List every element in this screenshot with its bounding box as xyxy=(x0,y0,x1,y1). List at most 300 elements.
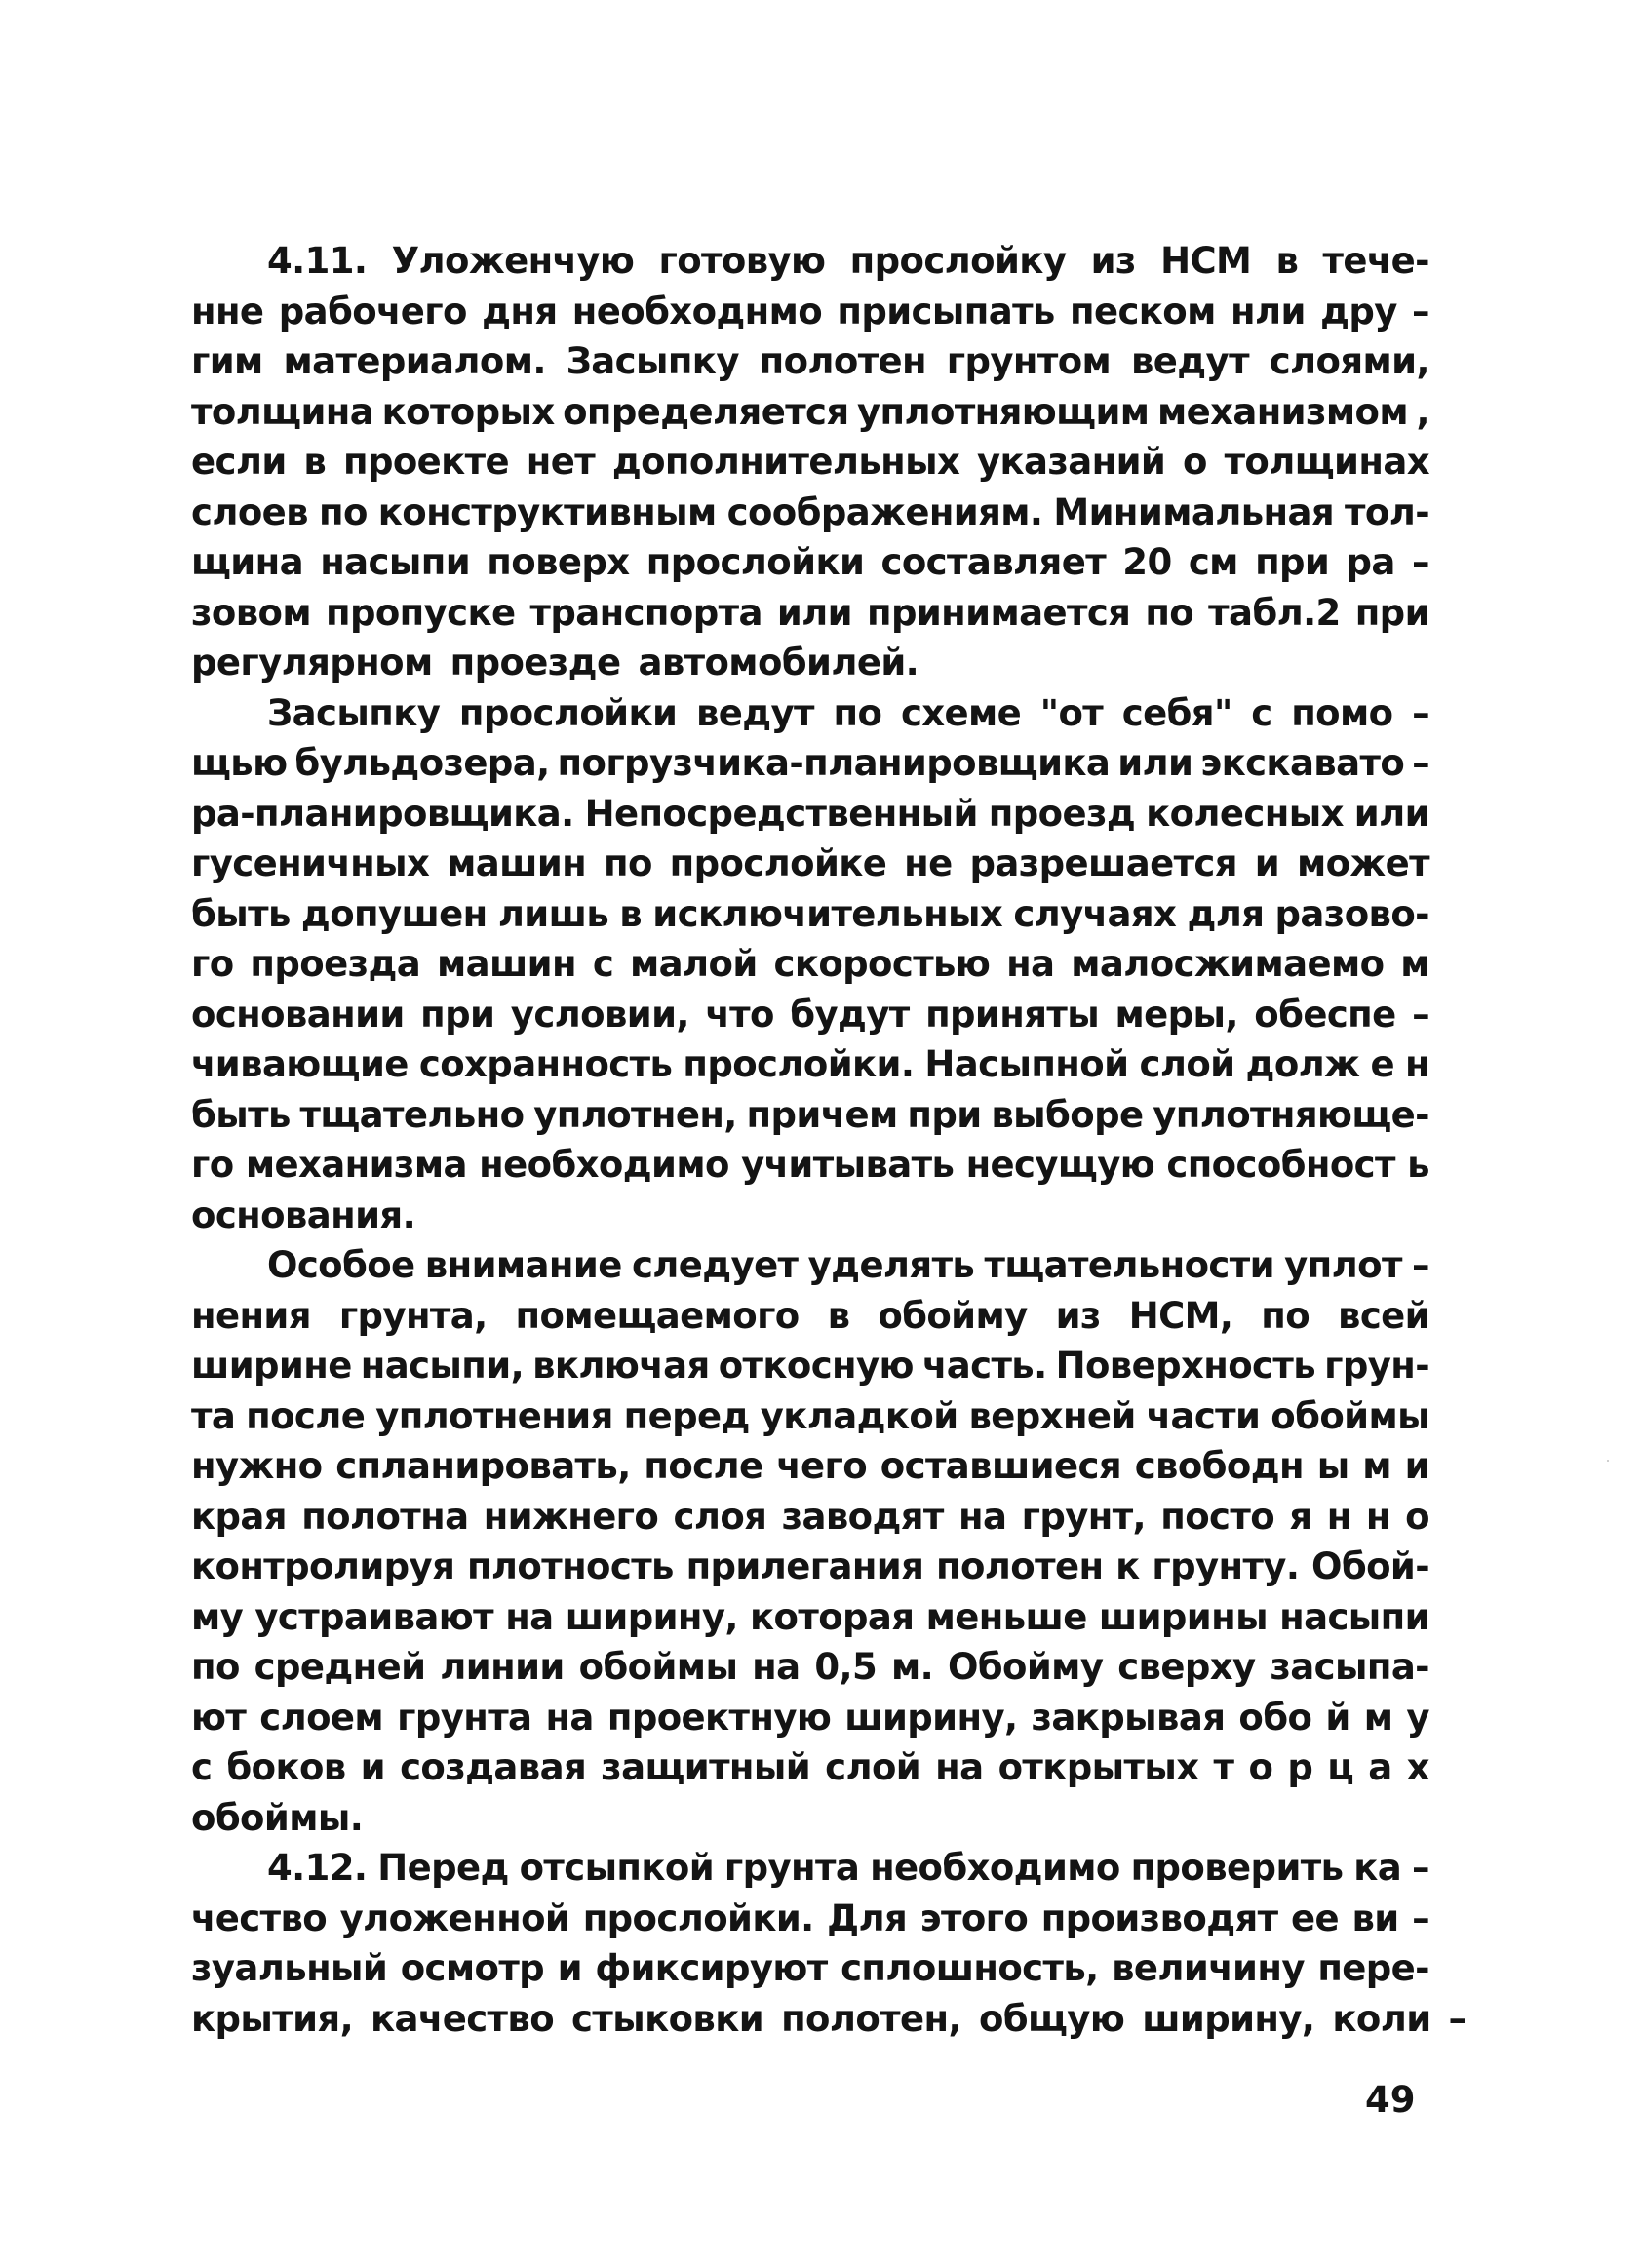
word: на xyxy=(935,1746,984,1788)
text-line xyxy=(191,236,1429,287)
text-line xyxy=(191,1742,1429,1793)
word: необходимо xyxy=(870,1847,1120,1889)
text-line xyxy=(191,1291,1429,1342)
word: засыпа- xyxy=(1270,1646,1429,1688)
word: обеспе xyxy=(1254,993,1396,1036)
word: Засыпку xyxy=(566,340,739,382)
word: Засыпку xyxy=(267,691,441,734)
word: машин xyxy=(447,842,587,884)
text-line xyxy=(191,1943,1429,1994)
word: коли xyxy=(1332,1997,1431,2040)
word: механизма xyxy=(245,1144,467,1186)
word: прослойку xyxy=(849,240,1067,282)
word: машин xyxy=(436,943,576,985)
word: долж xyxy=(1245,1043,1360,1085)
word: ют xyxy=(191,1696,247,1739)
word: схеме xyxy=(900,691,1022,734)
word: – xyxy=(1448,1997,1466,2040)
word: часть. xyxy=(921,1345,1047,1387)
word: табл.2 xyxy=(1208,591,1341,634)
word: дру xyxy=(1320,290,1397,332)
word: в xyxy=(827,1294,850,1337)
word: гим xyxy=(191,340,263,382)
word: ра-планировщика. xyxy=(191,792,574,835)
text-line xyxy=(191,990,1429,1040)
word: слоя xyxy=(673,1495,767,1538)
word: транспорта xyxy=(529,591,762,634)
text-line xyxy=(191,1994,1466,2045)
word: устраивают xyxy=(254,1595,494,1638)
word: прослойки. xyxy=(582,1897,814,1939)
text-line xyxy=(191,1592,1429,1643)
word: грунта xyxy=(723,1847,860,1889)
word: прилегания xyxy=(685,1545,924,1587)
word: 4.12. xyxy=(267,1847,368,1889)
paragraph xyxy=(191,1843,1466,2044)
word: НСМ xyxy=(1160,240,1252,282)
word: откосную xyxy=(718,1345,914,1387)
word: ы xyxy=(1316,1445,1349,1487)
word: осмотр xyxy=(400,1947,545,1989)
word: ширину, xyxy=(565,1595,738,1638)
word: закрывая xyxy=(1031,1696,1226,1739)
text-line xyxy=(191,488,1429,538)
text-line xyxy=(191,1039,1429,1090)
word: меньше xyxy=(925,1595,1087,1638)
word: по xyxy=(318,490,368,533)
word: полотен xyxy=(936,1545,1104,1587)
text-line xyxy=(191,1693,1429,1743)
word: – xyxy=(1412,290,1429,332)
word: ь xyxy=(1407,1144,1429,1186)
word: учитывать xyxy=(741,1144,955,1186)
word: в xyxy=(619,892,643,935)
word: не xyxy=(904,842,953,884)
word: х xyxy=(1406,1746,1429,1788)
word: разово- xyxy=(1274,892,1429,935)
word: о xyxy=(1405,1495,1429,1538)
word: уплотняющим xyxy=(857,390,1150,433)
word: помещаемого xyxy=(515,1294,800,1337)
word: н xyxy=(1326,1495,1351,1538)
word: нне xyxy=(191,290,264,332)
word: внимание xyxy=(424,1244,622,1286)
word: проекте xyxy=(342,441,509,483)
text-line xyxy=(191,1793,1429,1844)
word: при xyxy=(420,993,495,1036)
word: обойму xyxy=(878,1294,1028,1337)
word: Уложенчую xyxy=(391,240,635,282)
word: на xyxy=(958,1495,1007,1538)
word: Особое xyxy=(267,1244,415,1286)
word: скоростью xyxy=(773,943,991,985)
word: крытия, xyxy=(191,1997,354,2040)
word: дня xyxy=(482,290,558,332)
text-line xyxy=(191,387,1429,438)
word: н xyxy=(1405,1043,1429,1085)
word: м xyxy=(1400,943,1429,985)
word: Непосредственный xyxy=(584,792,978,835)
word: части xyxy=(1146,1394,1261,1437)
word: насыпи xyxy=(320,541,471,583)
text-line xyxy=(191,1240,1429,1291)
word: НСМ, xyxy=(1128,1294,1233,1337)
word: уплот xyxy=(1284,1244,1402,1286)
word: грунтом xyxy=(946,340,1112,382)
word: р xyxy=(1287,1746,1313,1788)
word: полотен xyxy=(759,340,927,382)
word: в xyxy=(1275,240,1299,282)
word: грунту. xyxy=(1152,1545,1300,1587)
text-line xyxy=(191,1140,1429,1191)
word: Минимальная xyxy=(1053,490,1335,533)
word: см xyxy=(1188,541,1238,583)
word: приняты xyxy=(925,993,1100,1036)
word: принимается xyxy=(867,591,1131,634)
word: щина xyxy=(191,541,303,583)
word: слоев xyxy=(191,490,308,533)
word: помо xyxy=(1291,691,1393,734)
text-line xyxy=(191,1191,1429,1241)
text-line xyxy=(191,287,1429,337)
word: на xyxy=(752,1646,801,1688)
word: грунт, xyxy=(1021,1495,1146,1538)
word: погрузчика-планировщика xyxy=(557,742,1111,784)
word: гусеничных xyxy=(191,842,430,884)
word: и xyxy=(1254,842,1280,884)
word: быть xyxy=(191,1093,291,1136)
word: полотна xyxy=(301,1495,469,1538)
word: соображениям. xyxy=(726,490,1043,533)
word: Обойму xyxy=(947,1646,1104,1688)
word: верхней xyxy=(968,1394,1136,1437)
word: защитный xyxy=(601,1746,811,1788)
word: та xyxy=(191,1394,236,1437)
word: что xyxy=(705,993,774,1036)
word: ширину, xyxy=(844,1696,1018,1739)
word: го xyxy=(191,943,234,985)
word: нужно xyxy=(191,1445,323,1487)
word: нет xyxy=(526,441,596,483)
word: перед xyxy=(623,1394,750,1437)
word: допушен xyxy=(300,892,488,935)
word: Для xyxy=(827,1897,908,1939)
word: го xyxy=(191,1144,234,1186)
word: – xyxy=(1412,541,1429,583)
word: ее xyxy=(1290,1897,1339,1939)
word: для xyxy=(1187,892,1265,935)
word: зуальный xyxy=(191,1947,388,1989)
word: на xyxy=(505,1595,554,1638)
paragraph xyxy=(191,688,1429,1241)
word: прослойки. xyxy=(683,1043,915,1085)
word: по xyxy=(1145,591,1194,634)
word: и xyxy=(557,1947,582,1989)
word: тщательности xyxy=(984,1244,1274,1286)
word: создавая xyxy=(400,1746,587,1788)
text-line xyxy=(191,1843,1429,1894)
word: величину xyxy=(1112,1947,1305,1989)
text-line xyxy=(191,839,1429,889)
word: прослойке xyxy=(669,842,887,884)
word: общую xyxy=(978,1997,1125,2040)
word: е xyxy=(1370,1043,1394,1085)
word: на xyxy=(1006,943,1055,985)
text-line xyxy=(191,1894,1429,1944)
word: насыпи, xyxy=(360,1345,525,1387)
word: дополнительных xyxy=(611,441,960,483)
word: выборе xyxy=(991,1093,1144,1136)
word: насыпи xyxy=(1279,1595,1429,1638)
word: м xyxy=(1363,1696,1393,1739)
word: бульдозера, xyxy=(294,742,550,784)
word: сплошность, xyxy=(841,1947,1099,1989)
word: фиксируют xyxy=(595,1947,828,1989)
word: основания. xyxy=(191,1193,416,1236)
word: способност xyxy=(1166,1144,1395,1186)
word: уделять xyxy=(807,1244,975,1286)
word: с xyxy=(592,943,614,985)
word: уплотнения xyxy=(375,1394,613,1437)
word: обо xyxy=(1238,1696,1312,1739)
word: Насыпной xyxy=(924,1043,1129,1085)
paragraph xyxy=(191,1240,1429,1843)
word: пере- xyxy=(1317,1947,1429,1989)
word: или xyxy=(776,591,852,634)
word: ви xyxy=(1351,1897,1399,1939)
word: условии, xyxy=(510,993,689,1036)
word: сохранность xyxy=(418,1043,673,1085)
word: будут xyxy=(790,993,910,1036)
word: всей xyxy=(1338,1294,1429,1337)
word: регулярном xyxy=(191,642,433,684)
word: проектную xyxy=(606,1696,832,1739)
text-line xyxy=(191,789,1429,840)
word: основании xyxy=(191,993,405,1036)
word: боков xyxy=(226,1746,346,1788)
word: спланировать, xyxy=(335,1445,631,1487)
word: следует xyxy=(631,1244,799,1286)
word: Перед xyxy=(377,1847,509,1889)
word: чего xyxy=(776,1445,868,1487)
word: слоями, xyxy=(1269,340,1429,382)
word: несущую xyxy=(965,1144,1155,1186)
word: или xyxy=(1353,792,1429,835)
text-line xyxy=(191,889,1429,940)
word: к xyxy=(1115,1545,1140,1587)
word: на xyxy=(545,1696,594,1739)
word: тол- xyxy=(1345,490,1429,533)
text-line xyxy=(191,1090,1429,1141)
text-line xyxy=(191,688,1429,739)
word: грун- xyxy=(1324,1345,1429,1387)
text-line xyxy=(191,939,1429,990)
word: быть xyxy=(191,892,291,935)
word: обоймы. xyxy=(191,1796,364,1839)
word: необходимо xyxy=(479,1144,729,1186)
word: н xyxy=(1365,1495,1390,1538)
word: линии xyxy=(440,1646,565,1688)
word: посто xyxy=(1160,1495,1275,1538)
word: – xyxy=(1412,1897,1429,1939)
word: грунта xyxy=(397,1696,532,1739)
word: уплотнен, xyxy=(533,1093,737,1136)
word: 20 xyxy=(1122,541,1172,583)
word: рабочего xyxy=(278,290,467,332)
word: при xyxy=(1255,541,1330,583)
word: материалом. xyxy=(283,340,546,382)
word: толщинах xyxy=(1224,441,1429,483)
word: Обой- xyxy=(1311,1545,1429,1587)
word: тщательно xyxy=(299,1093,525,1136)
word: из xyxy=(1055,1294,1101,1337)
word: щью xyxy=(191,742,288,784)
scan-speck xyxy=(1607,1460,1609,1462)
word: слой xyxy=(1139,1043,1235,1085)
word: м xyxy=(1362,1445,1391,1487)
word: после xyxy=(246,1394,366,1437)
word: – xyxy=(1412,993,1429,1036)
word: прослойки xyxy=(645,541,865,583)
word: которых xyxy=(381,390,555,433)
word: необходнмо xyxy=(571,290,823,332)
word: й xyxy=(1325,1696,1350,1739)
word: по xyxy=(833,691,882,734)
word: оставшиеся xyxy=(880,1445,1121,1487)
word: уложенной xyxy=(339,1897,570,1939)
word: нижнего xyxy=(483,1495,659,1538)
word: качество xyxy=(371,1997,555,2040)
word: ведут xyxy=(695,691,814,734)
paragraph xyxy=(191,236,1429,688)
word: свободн xyxy=(1134,1445,1304,1487)
word: может xyxy=(1296,842,1429,884)
text-line xyxy=(191,1441,1429,1492)
word: и xyxy=(1404,1445,1429,1487)
word: чество xyxy=(191,1897,328,1939)
word: м. xyxy=(890,1646,934,1688)
word: слой xyxy=(825,1746,921,1788)
word: включая xyxy=(532,1345,710,1387)
word: присыпать xyxy=(837,290,1055,332)
text-line xyxy=(191,437,1429,488)
word: проезда xyxy=(250,943,421,985)
word: т xyxy=(1213,1746,1234,1788)
text-line xyxy=(191,738,1429,789)
word: контролируя xyxy=(191,1545,455,1587)
word: 0,5 xyxy=(814,1646,878,1688)
word: плотность xyxy=(466,1545,674,1587)
word: в xyxy=(303,441,327,483)
word: этого xyxy=(919,1897,1029,1939)
word: если xyxy=(191,441,287,483)
word: причем xyxy=(746,1093,898,1136)
word: средней xyxy=(254,1646,426,1688)
word: по xyxy=(191,1646,240,1688)
word: проезд xyxy=(988,792,1136,835)
word: открытых xyxy=(997,1746,1199,1788)
word: с xyxy=(191,1746,213,1788)
word: определяется xyxy=(563,390,849,433)
document-body xyxy=(191,236,1466,2044)
word: заводят xyxy=(781,1495,944,1538)
word: – xyxy=(1412,1244,1429,1286)
word: после xyxy=(644,1445,763,1487)
page-number: 49 xyxy=(1365,2079,1416,2121)
word: сверху xyxy=(1117,1646,1256,1688)
word: ведут xyxy=(1130,340,1249,382)
word: я xyxy=(1289,1495,1312,1538)
word: Поверхность xyxy=(1055,1345,1316,1387)
text-line xyxy=(191,537,1429,588)
paragraph-container xyxy=(191,236,1466,2044)
word: по xyxy=(603,842,652,884)
word: указаний xyxy=(976,441,1166,483)
word: конструктивным xyxy=(377,490,717,533)
word: тече- xyxy=(1322,240,1429,282)
word: готовую xyxy=(658,240,826,282)
word: которая xyxy=(750,1595,915,1638)
word: песком xyxy=(1069,290,1216,332)
text-line xyxy=(191,1642,1429,1693)
text-line xyxy=(191,1542,1429,1592)
word: полотен, xyxy=(781,1997,961,2040)
word: 4.11. xyxy=(267,240,368,282)
word: зовом xyxy=(191,591,311,634)
word: лишь xyxy=(497,892,609,935)
word: чивающие xyxy=(191,1043,409,1085)
word: стыковки xyxy=(571,1997,764,2040)
word: му xyxy=(191,1595,244,1638)
word: а xyxy=(1368,1746,1392,1788)
word: разрешается xyxy=(969,842,1237,884)
text-line xyxy=(191,336,1429,387)
word: "от xyxy=(1039,691,1104,734)
word: составляет xyxy=(880,541,1107,583)
word: малой xyxy=(630,943,758,985)
word: прослойки xyxy=(458,691,678,734)
word: отсыпкой xyxy=(519,1847,715,1889)
word: себя" xyxy=(1121,691,1232,734)
word: меры, xyxy=(1114,993,1238,1036)
word: автомобилей. xyxy=(638,642,919,684)
word: из xyxy=(1090,240,1136,282)
text-line xyxy=(191,1492,1429,1543)
word: производят xyxy=(1040,1897,1278,1939)
word: слоем xyxy=(259,1696,384,1739)
word: – xyxy=(1412,1847,1429,1889)
word: обоймы xyxy=(1271,1394,1429,1437)
word: при xyxy=(1354,591,1429,634)
word: малосжимаемо xyxy=(1071,943,1385,985)
word: поверх xyxy=(487,541,630,583)
word: укладкой xyxy=(760,1394,958,1437)
word: о xyxy=(1183,441,1207,483)
word: при xyxy=(907,1093,982,1136)
word: о xyxy=(1248,1746,1273,1788)
word: ка xyxy=(1353,1847,1402,1889)
word: ширине xyxy=(191,1345,352,1387)
word: края xyxy=(191,1495,287,1538)
word: с xyxy=(1251,691,1272,734)
word: случаях xyxy=(1013,892,1177,935)
word: – xyxy=(1412,742,1429,784)
word: пропуске xyxy=(326,591,516,634)
word: – xyxy=(1412,691,1429,734)
word: и xyxy=(360,1746,385,1788)
word: проверить xyxy=(1130,1847,1344,1889)
word: ц xyxy=(1327,1746,1354,1788)
